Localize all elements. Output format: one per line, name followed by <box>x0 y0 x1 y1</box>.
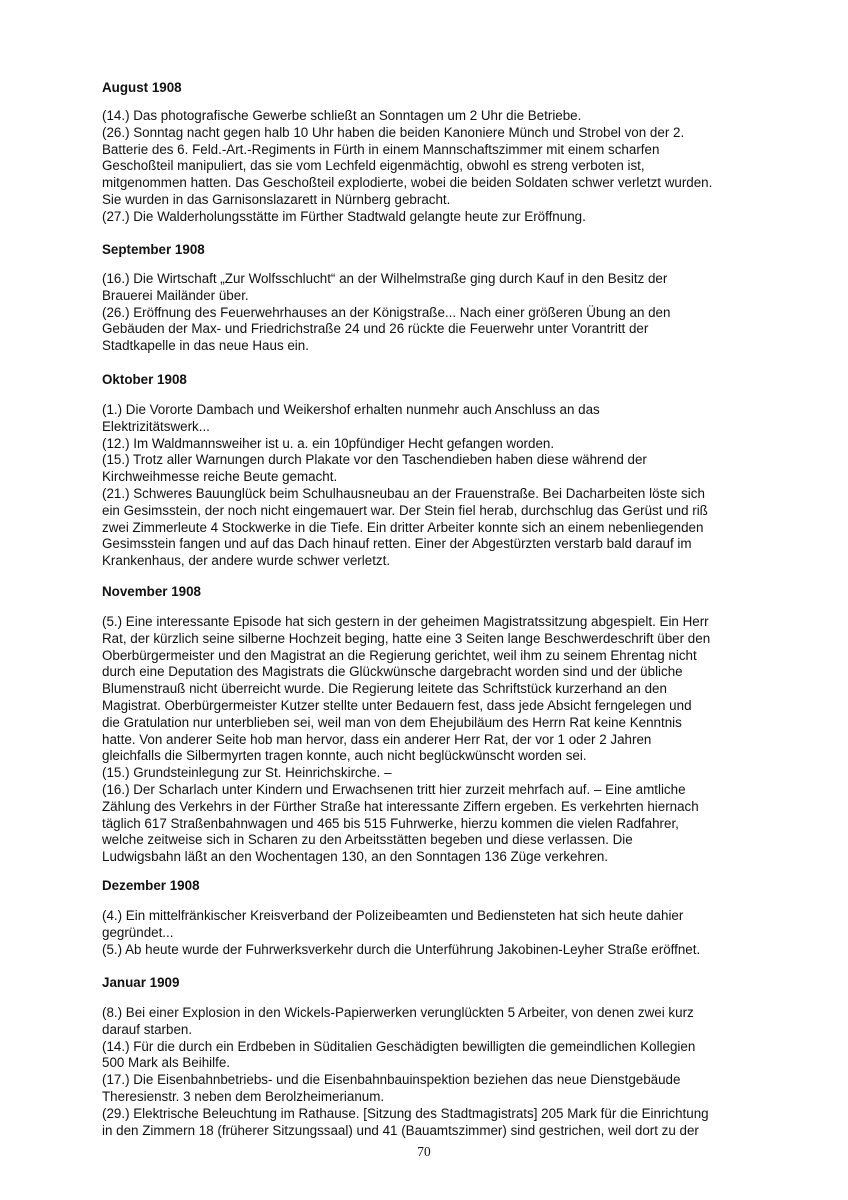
text-line: (1.) Die Vororte Dambach und Weikershof erhalten nunmehr auch Anschluss an das <box>102 402 600 417</box>
text-line: Gesimsstein fangen und auf das Dach hinauf retten. Einer der Abgestürzten verstarb bald darauf im <box>102 536 692 552</box>
section-heading-dezember-1908: Dezember 1908 <box>102 878 200 893</box>
text-line: hatte. Von anderer Seite hob man hervor, dass ein anderer Herr Rat, der vor 1 oder 2 Jahren <box>102 731 652 747</box>
text-line: Zählung des Verkehrs in der Fürther Straße hat interessante Ziffern ergeben. Es verkehrten hiernach <box>102 798 699 814</box>
text-line: gleichfalls die Silbermyrten tragen konnte, auch nicht beglückwünscht worden sei. <box>102 748 587 764</box>
section-body-januar-1909 <box>102 1005 762 1139</box>
section-heading-november-1908: November 1908 <box>102 584 201 599</box>
text-line: Geschoßteil manipuliert, das sie vom Lechfeld eigenmächtig, obwohl es streng verboten ist, <box>102 158 645 174</box>
text-line: gegründet... <box>102 924 174 940</box>
text-line: Brauerei Mailänder über. <box>102 287 249 303</box>
section-body-dezember-1908 <box>102 908 762 958</box>
text-line: Ludwigsbahn läßt an den Wochentagen 130, an den Sonntagen 136 Züge verkehren. <box>102 849 608 865</box>
text-line: 500 Mark als Beihilfe. <box>102 1055 231 1071</box>
text-line: (5.) Ab heute wurde der Fuhrwerksverkehr durch die Unterführung Jakobinen-Leyher Straße eröffnet. <box>102 941 701 957</box>
text-line: Oberbürgermeister und den Magistrat an die Regierung gerichtet, weil ihm zu seinem Ehrentag nicht <box>102 647 697 663</box>
section-body-oktober-1908 <box>102 402 762 570</box>
text-line: darauf starben. <box>102 1021 193 1037</box>
section-body-september-1908 <box>102 271 762 355</box>
text-line: Kirchweihmesse reiche Beute gemacht. <box>102 469 338 485</box>
section-heading-september-1908: September 1908 <box>102 242 205 257</box>
text-line: Theresienstr. 3 neben dem Berolzheimerianum. <box>102 1088 385 1104</box>
text-line: (26.) Sonntag nacht gegen halb 10 Uhr haben die beiden Kanoniere Münch und Strobel von der 2. <box>102 124 685 140</box>
text-line: Blumenstrauß nicht überreicht wurde. Die Regierung leitete das Schriftstück kurzerhand an den <box>102 681 667 697</box>
section-heading-august-1908: August 1908 <box>102 80 182 95</box>
text-line: durch eine Deputation des Magistrats die Glückwünsche dargebracht worden sind und der übliche <box>102 664 683 680</box>
text-line: Stadtkapelle in das neue Haus ein. <box>102 338 309 354</box>
text-line: Magistrat. Oberbürgermeister Kutzer stellte unter Bedauern fest, dass jede Absicht ferngelegen und <box>102 697 692 713</box>
section-heading-januar-1909: Januar 1909 <box>102 975 180 990</box>
text-line: welche zeitweise sich in Scharen zu den Arbeitsstätten begeben und diese verlassen. Die <box>102 832 633 848</box>
section-body-august-1908 <box>102 108 762 226</box>
text-line: ein Gesimsstein, der noch nicht eingemauert war. Der Stein fiel herab, durchschlug das Gerüst und riß <box>102 502 708 518</box>
text-line: Gebäuden der Max- und Friedrichstraße 24 und 26 rückte die Feuerwehr unter Vorantritt der <box>102 321 649 337</box>
text-line: täglich 617 Straßenbahnwagen und 465 bis 515 Fuhrwerke, hierzu kommen die vielen Radfahrer, <box>102 815 679 831</box>
text-line: Sie wurden in das Garnisonslazarett in Nürnberg gebracht. <box>102 191 451 207</box>
text-line: mitgenommen hatten. Das Geschoßteil explodierte, wobei die beiden Soldaten schwer verletzt wurden. <box>102 175 713 191</box>
text-line: (21.) Schweres Bauunglück beim Schulhausneubau an der Frauenstraße. Bei Dacharbeiten löste sich <box>102 485 705 501</box>
text-line: (15.) Grundsteinlegung zur St. Heinrichskirche. – <box>102 765 392 781</box>
text-line: (5.) Eine interessante Episode hat sich gestern in der geheimen Magistratssitzung abgespielt. Ein Herr <box>102 614 709 629</box>
text-line: zwei Zimmerleute 4 Stockwerke in die Tiefe. Ein dritter Arbeiter konnte sich an einem nebenliegenden <box>102 519 704 535</box>
text-line: Elektrizitätswerk... <box>102 418 210 434</box>
text-line: (29.) Elektrische Beleuchtung im Rathause. [Sitzung des Stadtmagistrats] 205 Mark für die Einrichtung <box>102 1105 709 1121</box>
text-line: (17.) Die Eisenbahnbetriebs- und die Eisenbahnbauinspektion beziehen das neue Dienstgebäude <box>102 1072 681 1088</box>
text-line: in den Zimmern 18 (früherer Sitzungssaal) und 41 (Bauamtszimmer) sind gestrichen, weil dort zu der <box>102 1122 699 1138</box>
text-line: (8.) Bei einer Explosion in den Wickels-Papierwerken verunglückten 5 Arbeiter, von denen zwei kurz <box>102 1005 694 1020</box>
text-line: (14.) Das photografische Gewerbe schließt an Sonntagen um 2 Uhr die Betriebe. <box>102 108 582 123</box>
text-line: (26.) Eröffnung des Feuerwehrhauses an der Königstraße... Nach einer größeren Übung an den <box>102 304 671 320</box>
page-number: 70 <box>417 1144 431 1159</box>
text-line: (16.) Die Wirtschaft „Zur Wolfsschlucht“ an der Wilhelmstraße ging durch Kauf in den Besitz der <box>102 271 668 286</box>
text-line: (12.) Im Waldmannsweiher ist u. a. ein 10pfündiger Hecht gefangen worden. <box>102 435 555 451</box>
text-line: (16.) Der Scharlach unter Kindern und Erwachsenen tritt hier zurzeit mehrfach auf. – Eine amtliche <box>102 781 686 797</box>
text-line: Batterie des 6. Feld.-Art.-Regiments in Fürth in einem Mannschaftszimmer mit einem scharfen <box>102 141 660 157</box>
text-line: (4.) Ein mittelfränkischer Kreisverband der Polizeibeamten und Bediensteten hat sich heute dahier <box>102 908 684 923</box>
section-heading-oktober-1908: Oktober 1908 <box>102 372 187 387</box>
text-line: Rat, der kürzlich seine silberne Hochzeit beging, hatte eine 3 Seiten lange Beschwerdeschrift über den <box>102 630 711 646</box>
text-line: (14.) Für die durch ein Erdbeben in Süditalien Geschädigten bewilligten die gemeindlichen Kollegien <box>102 1038 696 1054</box>
section-body-november-1908 <box>102 614 762 866</box>
text-line: Krankenhaus, der andere wurde schwer verletzt. <box>102 553 391 569</box>
text-line: (15.) Trotz aller Warnungen durch Plakate vor den Taschendieben haben diese während der <box>102 452 647 468</box>
text-line: die Gratulation nur unterblieben sei, weil man von dem Ehejubiläum des Herrn Rat keine Kenntnis <box>102 714 682 730</box>
text-line: (27.) Die Walderholungsstätte im Fürther Stadtwald gelangte heute zur Eröffnung. <box>102 208 586 224</box>
